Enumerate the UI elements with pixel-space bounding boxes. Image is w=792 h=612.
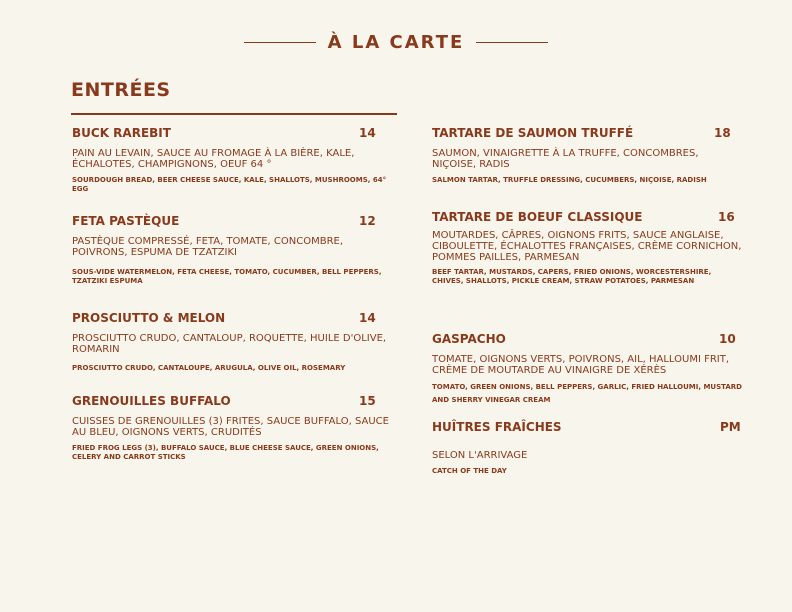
item-description-fr: PROSCIUTTO CRUDO, CANTALOUP, ROQUETTE, HUILE D'OLIVE, ROMARIN <box>72 333 387 355</box>
item-description-en: BEEF TARTAR, MUSTARDS, CAPERS, FRIED ONIONS, WORCESTERSHIRE, CHIVES, SHALLOTS, PICKLE CREAM, STRAW POTATOES, PARMESAN <box>432 268 712 285</box>
menu-item <box>432 126 744 185</box>
item-price: 12 <box>359 214 376 228</box>
item-name: TARTARE DE SAUMON TRUFFÉ <box>432 126 634 140</box>
menu-item <box>72 394 392 462</box>
page-title: À LA CARTE <box>327 32 465 53</box>
item-description-en: SALMON TARTAR, TRUFFLE DRESSING, CUCUMBERS, NIÇOISE, RADISH <box>432 176 707 184</box>
item-description-en: CATCH OF THE DAY <box>432 467 507 475</box>
item-name: TARTARE DE BOEUF CLASSIQUE <box>432 210 643 224</box>
item-description-fr: CUISSES DE GRENOUILLES (3) FRITES, SAUCE BUFFALO, SAUCE AU BLEU, OIGNONS VERTS, CRUDITÉS <box>72 416 389 438</box>
item-name: FETA PASTÈQUE <box>72 214 180 228</box>
item-description-en: FRIED FROG LEGS (3), BUFFALO SAUCE, BLUE CHEESE SAUCE, GREEN ONIONS, CELERY AND CARROT STICKS <box>72 444 379 461</box>
section-divider <box>71 113 397 115</box>
item-price: 15 <box>359 394 376 408</box>
menu-item <box>72 214 392 286</box>
item-description-fr: TOMATE, OIGNONS VERTS, POIVRONS, AIL, HALLOUMI FRIT, CRÈME DE MOUTARDE AU VINAIGRE DE XÉRÈS <box>432 354 730 376</box>
menu-item <box>72 126 392 194</box>
item-price: 14 <box>359 311 376 325</box>
item-name: GRENOUILLES BUFFALO <box>72 394 231 408</box>
menu-item <box>432 332 744 407</box>
header <box>0 32 792 53</box>
menu-item <box>72 311 392 373</box>
item-price: 14 <box>359 126 376 140</box>
menu-item <box>432 420 744 476</box>
item-price: 16 <box>718 210 735 224</box>
item-description-fr: SAUMON, VINAIGRETTE À LA TRUFFE, CONCOMBRES, NIÇOISE, RADIS <box>432 148 699 170</box>
item-price: 10 <box>719 332 736 346</box>
title-rule-left <box>244 42 316 44</box>
item-description-fr: PASTÈQUE COMPRESSÉ, FETA, TOMATE, CONCOMBRE, POIVRONS, ESPUMA DE TZATZIKI <box>72 236 344 258</box>
item-name: PROSCIUTTO & MELON <box>72 311 226 325</box>
item-price: PM <box>720 420 741 434</box>
menu-item <box>432 210 744 286</box>
item-description-fr: SELON L'ARRIVAGE <box>432 450 528 461</box>
item-name: GASPACHO <box>432 332 506 346</box>
item-description-fr: PAIN AU LEVAIN, SAUCE AU FROMAGE À LA BIÈRE, KALE, ÉCHALOTES, CHAMPIGNONS, OEUF 64 ° <box>72 148 355 170</box>
item-name: BUCK RAREBIT <box>72 126 171 140</box>
section-title: ENTRÉES <box>71 79 171 101</box>
item-description-en: SOUS-VIDE WATERMELON, FETA CHEESE, TOMATO, CUCUMBER, BELL PEPPERS, TZATZIKI ESPUMA <box>72 268 382 285</box>
item-description-en: SOURDOUGH BREAD, BEER CHEESE SAUCE, KALE, SHALLOTS, MUSHROOMS, 64° EGG <box>72 176 387 193</box>
item-description-en: PROSCIUTTO CRUDO, CANTALOUPE, ARUGULA, OLIVE OIL, ROSEMARY <box>72 364 346 372</box>
item-description-en: TOMATO, GREEN ONIONS, BELL PEPPERS, GARLIC, FRIED HALLOUMI, MUSTARD AND SHERRY VINEGAR CREAM <box>432 383 742 404</box>
item-description-fr: MOUTARDES, CÂPRES, OIGNONS FRITS, SAUCE ANGLAISE, CIBOULETTE, ÉCHALOTTES FRANÇAISES, CRÈME CORNICHON, POMMES PAILLES, PARMESAN <box>432 230 742 263</box>
title-rule-right <box>476 42 548 44</box>
item-name: HUÎTRES FRAÎCHES <box>432 420 562 434</box>
item-price: 18 <box>714 126 731 140</box>
